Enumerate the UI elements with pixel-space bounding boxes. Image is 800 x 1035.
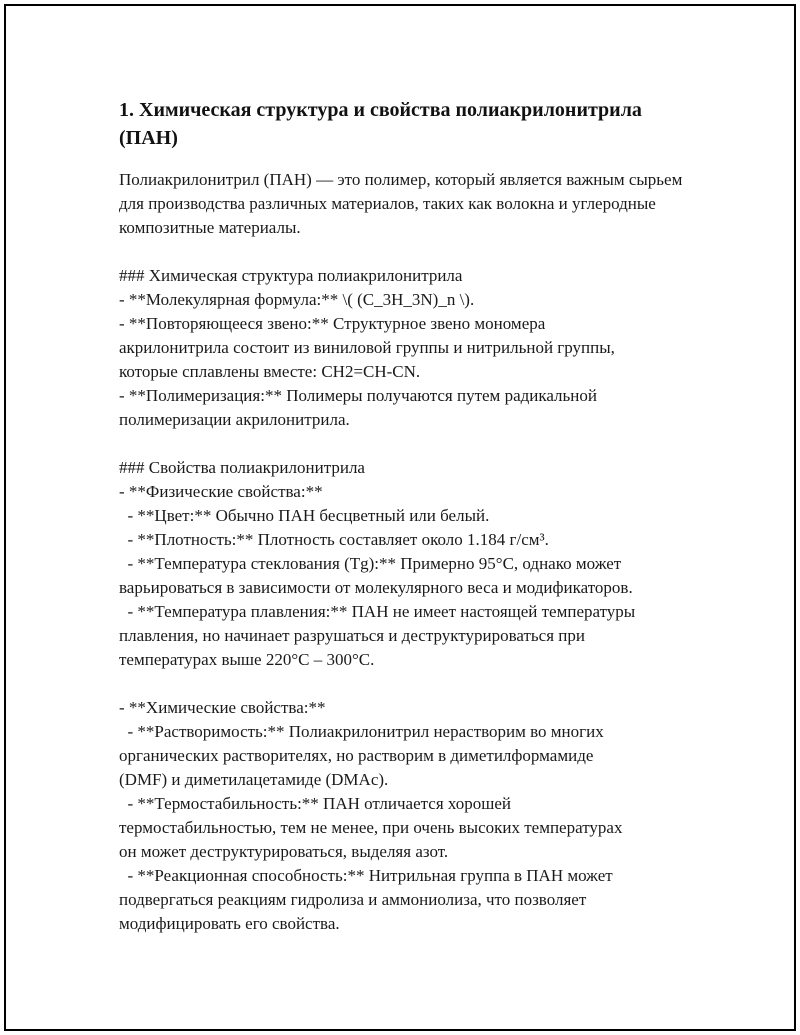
- body-line: которые сплавлены вместе: CH2=CH-CN.: [119, 362, 421, 381]
- body-line: [119, 432, 699, 456]
- body-line: - **Плотность:** Плотность составляет около 1.184 г/см³.: [119, 530, 549, 549]
- section-heading: ### Свойства полиакрилонитрила: [119, 458, 365, 477]
- section-heading: ### Химическая структура полиакрилонитрила: [119, 266, 463, 285]
- document-title: 1. Химическая структура и свойства полиакрилонитрила (ПАН): [119, 99, 642, 149]
- body-line: плавления, но начинает разрушаться и деструктурироваться при: [119, 626, 585, 645]
- page-frame: [4, 4, 796, 1031]
- body-line: - **Физические свойства:**: [119, 482, 323, 501]
- body-line: - **Молекулярная формула:** \( (C_3H_3N)_n \).: [119, 290, 475, 309]
- body-line: - **Растворимость:** Полиакрилонитрил нерастворим во многих: [119, 722, 604, 741]
- body-line: модифицировать его свойства.: [119, 914, 340, 933]
- body-line: (DMF) и диметилацетамиде (DMAc).: [119, 770, 389, 789]
- body-line: - **Полимеризация:** Полимеры получаются путем радикальной: [119, 386, 597, 405]
- body-line: он может деструктурироваться, выделяя азот.: [119, 842, 449, 861]
- body-line: - **Повторяющееся звено:** Структурное звено мономера: [119, 314, 546, 333]
- body-line: [119, 672, 699, 696]
- body-line: - **Температура стеклования (Tg):** Примерно 95°C, однако может: [119, 554, 622, 573]
- body-line: термостабильностью, тем не менее, при очень высоких температурах: [119, 818, 623, 837]
- body-line: - **Термостабильность:** ПАН отличается хорошей: [119, 794, 511, 813]
- body-line: подвергаться реакциям гидролиза и аммониолиза, что позволяет: [119, 890, 587, 909]
- body-line: температурах выше 220°C – 300°C.: [119, 650, 375, 669]
- body-line: - **Цвет:** Обычно ПАН бесцветный или белый.: [119, 506, 490, 525]
- body-line: - **Химические свойства:**: [119, 698, 326, 717]
- body-line: варьироваться в зависимости от молекулярного веса и модификаторов.: [119, 578, 633, 597]
- body-line: полимеризации акрилонитрила.: [119, 410, 350, 429]
- body-line: - **Реакционная способность:** Нитрильная группа в ПАН может: [119, 866, 613, 885]
- body-line: органических растворителях, но растворим в диметилформамиде: [119, 746, 594, 765]
- body-text: [119, 264, 699, 936]
- body-line: акрилонитрила состоит из виниловой группы и нитрильной группы,: [119, 338, 615, 357]
- intro-paragraph: Полиакрилонитрил (ПАН) — это полимер, который является важным сырьем для производства различных материалов, таких как волокна и углеродные композитные материалы.: [119, 170, 683, 237]
- document-content: [119, 96, 699, 936]
- body-line: - **Температура плавления:** ПАН не имеет настоящей температуры: [119, 602, 636, 621]
